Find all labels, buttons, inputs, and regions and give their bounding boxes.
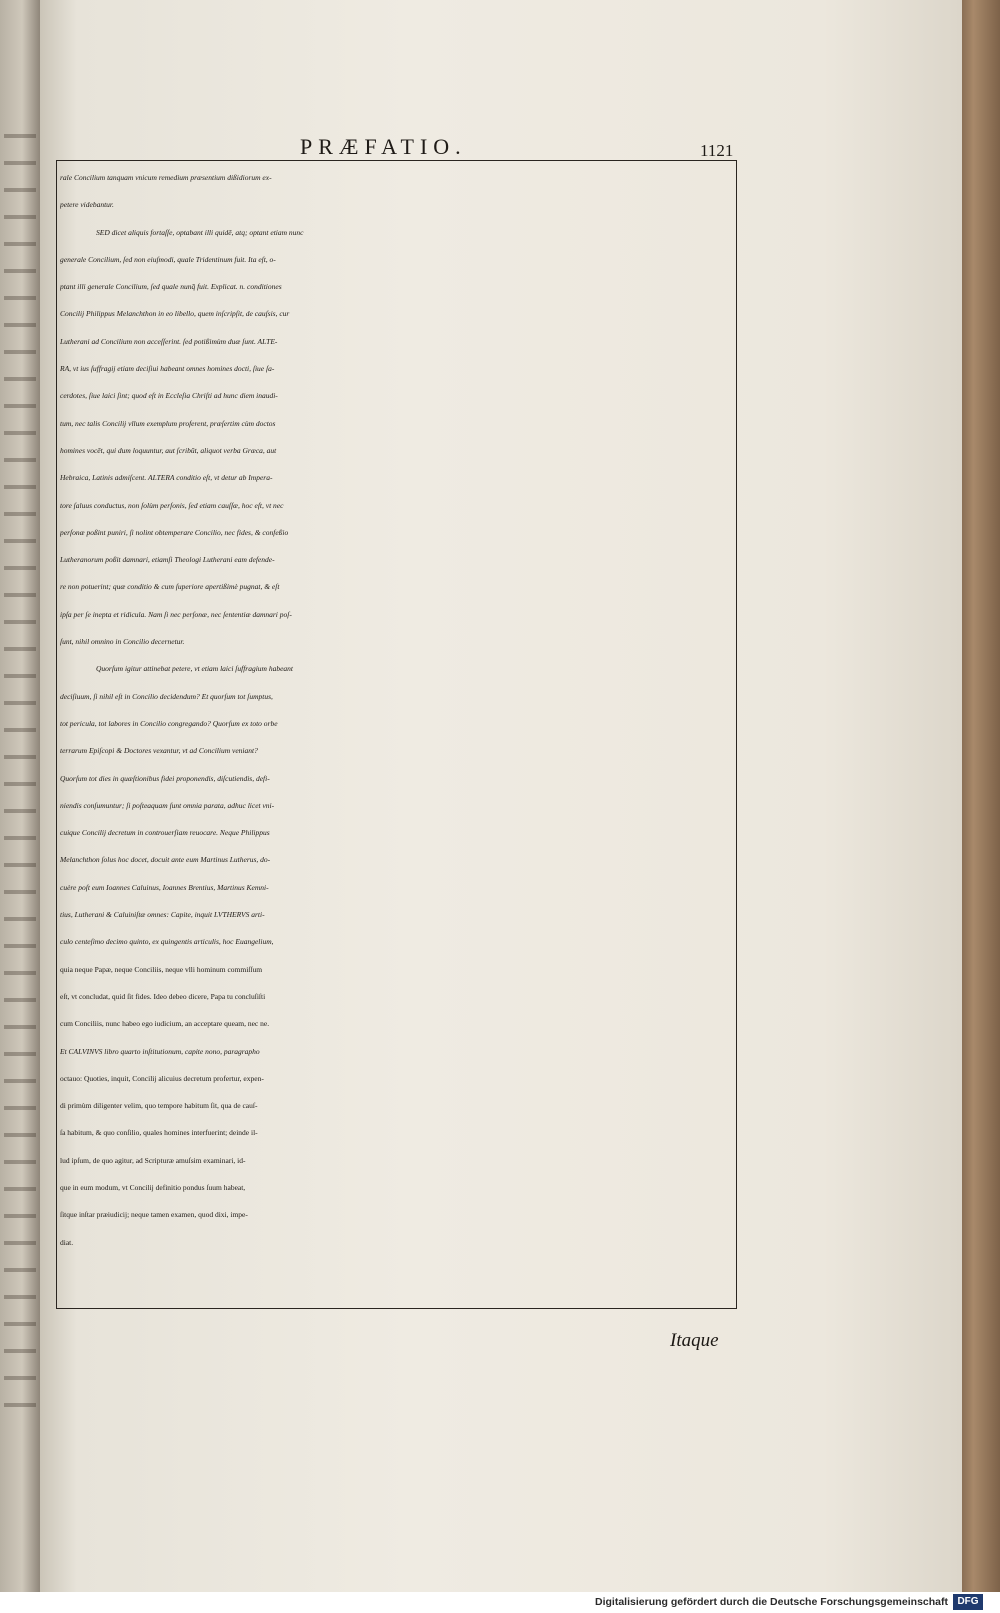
text-line: terrarum Epiſcopi & Doctores vexantur, vt ad Concilium veniant? [60, 746, 258, 756]
text-line: rale Concilium tanquam vnicum remedium præsentium dißidiorum ex- [60, 173, 272, 182]
text-line: Et CALVINVS libro quarto inſtitutionum, capite nono, paragrapho [60, 1046, 260, 1056]
book-fore-edge [962, 0, 1000, 1592]
text-line: di primùm diligenter velim, quo tempore habitum ſit, qua de cauſ- [60, 1101, 258, 1111]
text-line: Quorſum igitur attinebat petere, vt etiam laici ſuffragium habeant [96, 664, 293, 674]
text-line: deciſiuum, ſi nihil eſt in Concilio decidendum? Et quorſum tot ſumptus, [60, 691, 273, 701]
text-line: niendis conſumuntur; ſi poſteaquam ſunt omnia parata, adhuc licet vni- [60, 800, 275, 810]
body-text [60, 164, 735, 1256]
text-line: cuère poſt eum Ioannes Caluinus, Ioannes Brentius, Martinus Kemni- [60, 882, 269, 892]
text-line: RA, vt ius ſuffragij etiam deciſiui habeant omnes homines docti, ſiue ſa- [60, 364, 275, 374]
text-line: lud ipſum, de quo agitur, ad Scripturæ amuſsim examinari, id- [60, 1155, 246, 1165]
text-line: octauo: Quoties, inquit, Concilij alicuius decretum profertur, expen- [60, 1073, 264, 1083]
page-number: 1121 [700, 141, 734, 160]
text-line: petere videbantur. [60, 200, 114, 210]
text-line: perſonæ poßint puniri, ſi nolint obtemperare Concilio, nec fides, & confeßio [60, 527, 289, 537]
text-line: Concilij Philippus Melanchthon in eo libello, quem inſcripſit, de cauſsis, cur [60, 309, 290, 319]
text-line: re non potuerint; quæ conditio & cum ſuperiore apertißimè pugnat, & eſt [60, 582, 280, 592]
text-line: cuique Concilij decretum in controuerſiam reuocare. Neque Philippus [60, 828, 270, 838]
running-title: PRÆFATIO. [300, 134, 467, 159]
text-line: culo centeſimo decimo quinto, ex quingentis articulis, hoc Euangelium, [60, 937, 274, 947]
text-line: SED dicet aliquis fortaſſe, optabant illi quidē, atq; optant etiam nunc [96, 227, 304, 237]
text-line: eſt, vt concludat, quid ſit fides. Ideo debeo dicere, Papa tu concluſiſti [60, 991, 266, 1001]
text-line: que in eum modum, vt Concilij definitio pondus ſuum habeat, [60, 1182, 246, 1192]
text-line: tius, Lutherani & Caluiniſtæ omnes: Capite, inquit LVTHERVS arti- [60, 910, 265, 920]
dfg-logo: DFG [953, 1594, 983, 1610]
text-line: homines vocēt, qui dum loquuntur, aut ſcribūt, aliquot verba Græca, aut [60, 445, 277, 455]
digitization-credit: Digitalisierung gefördert durch die Deutsche Forschungsgemeinschaft [595, 1596, 948, 1608]
text-line: cerdotes, ſiue laici ſint; quod eſt in Eccleſia Chriſti ad hunc diem inaudi- [60, 391, 278, 401]
text-line: diat. [60, 1237, 74, 1247]
text-line: Hebraica, Latinis admiſcent. ALTERA conditio eſt, vt detur ab Impera- [60, 473, 273, 483]
text-line: ſitque inſtar præiudicij; neque tamen examen, quod dixi, impe- [60, 1210, 248, 1220]
text-line: cum Conciliis, nunc habeo ego iudicium, an acceptare queam, nec ne. [60, 1019, 270, 1029]
text-line: ipſa per ſe inepta et ridicula. Nam ſi nec perſonæ, nec ſententiæ damnari poſ- [60, 609, 292, 619]
text-line: ſa habitum, & quo conſilio, quales homines interfuerint; deinde il- [60, 1128, 258, 1138]
text-line: generale Concilium, ſed non eiuſmodi, quale Tridentinum fuit. Ita eſt, o- [60, 254, 276, 264]
text-line: tot pericula, tot labores in Concilio congregando? Quorſum ex toto orbe [60, 718, 278, 728]
text-line: Lutherani ad Concilium non acceſſerint. ſed potißimùm duæ ſunt. ALTE- [60, 336, 278, 346]
text-line: Melanchthon ſolus hoc docet, docuit ante eum Martinus Lutherus, do- [60, 855, 271, 865]
text-line: tum, nec talis Concilij vllum exemplum proferent, præſertim cùm doctos [60, 418, 276, 428]
text-line: Lutheranorum poßit damnari, etiamſi Theologi Lutherani eam defende- [60, 555, 275, 565]
text-line: ptant illi generale Concilium, ſed quale nunq̄ fuit. Explicat. n. conditiones [60, 282, 282, 292]
catchword: Itaque [670, 1330, 719, 1351]
text-line: quia neque Papæ, neque Conciliis, neque vlli hominum commiſſum [60, 964, 263, 974]
text-line: tore ſaluus conductus, non ſolùm perſonis, ſed etiam cauſſæ, hoc eſt, vt nec [60, 500, 284, 510]
facing-page-text-fragment [4, 120, 36, 1420]
text-line: ſunt, nihil omnino in Concilio decernetur. [60, 637, 185, 647]
facing-page-edge [0, 0, 40, 1592]
text-line: Quorſum tot dies in quæſtionibus fidei proponendis, diſcutiendis, defi- [60, 773, 270, 783]
